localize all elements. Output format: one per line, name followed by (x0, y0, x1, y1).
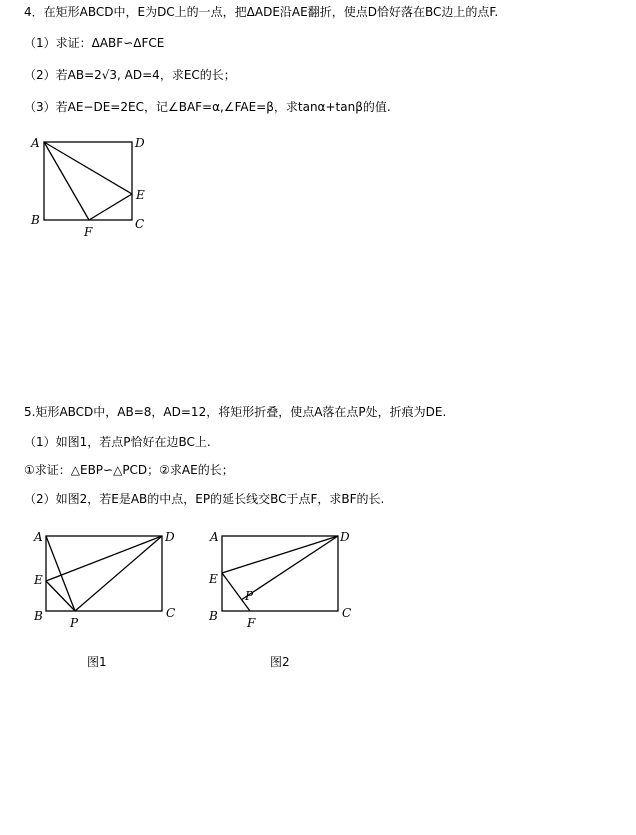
p5-part1: （1）如图1，若点P恰好在边BC上. (24, 435, 211, 449)
p5-fig1-label-B: B (34, 609, 43, 623)
p5-fig1-label-E: E (34, 573, 43, 587)
p4-statement: 4．在矩形ABCD中，E为DC上的一点，把ΔADE沿AE翻折，使点D恰好落在BC边上的点F. (24, 5, 499, 19)
p5-part1-subquestions: ①求证：△EBP∽△PCD；②求AE的长； (24, 463, 234, 477)
p5-fig1-segment-AP (46, 536, 75, 611)
p5-fig1-segment-PD (75, 536, 162, 611)
p5-fig2-label-E: E (209, 572, 218, 586)
p4-segment-FE (89, 194, 132, 220)
p4-rectangle (44, 142, 132, 220)
p5-fig2-label-B: B (209, 609, 218, 623)
p4-part3: （3）若AE−DE=2EC，记∠BAF=α,∠FAE=β，求tanα+tanβ的值. (24, 100, 391, 114)
p4-label-F: F (84, 225, 93, 239)
p4-label-D: D (135, 136, 145, 150)
p4-label-B: B (31, 213, 40, 227)
p5-fig1-label-P: P (70, 616, 79, 630)
p5-fig1-label-C: C (166, 606, 176, 620)
p5-part2: （2）如图2，若E是AB的中点，EP的延长线交BC于点F，求BF的长. (24, 492, 385, 506)
p5-fig2-caption: 图2 (270, 655, 290, 669)
p5-fig2-label-P: P (245, 589, 254, 603)
p4-segment-AE (44, 142, 132, 194)
p4-label-E: E (136, 188, 145, 202)
p4-part1: （1）求证：ΔABF∽ΔFCE (24, 36, 165, 50)
p5-fig1-label-A: A (34, 530, 43, 544)
p5-fig2-label-A: A (210, 530, 219, 544)
p5-fig1-label-D: D (165, 530, 175, 544)
p5-fig1-caption: 图1 (87, 655, 107, 669)
p5-fig1-crease-DE (46, 536, 162, 581)
p5-fig2-label-D: D (340, 530, 350, 544)
p4-label-A: A (31, 136, 40, 150)
p5-fig2-label-C: C (342, 606, 352, 620)
p5-fig2-segment-PD (241, 536, 338, 600)
p5-fig2-label-F: F (247, 616, 256, 630)
p5-fig1-segment-EP (46, 581, 75, 611)
p4-segment-AF (44, 142, 89, 220)
p4-label-C: C (135, 217, 145, 231)
p5-fig2-crease-DE (222, 536, 338, 573)
p4-part2: （2）若AB=2√3, AD=4，求EC的长； (24, 68, 236, 82)
p5-statement: 5.矩形ABCD中，AB=8，AD=12，将矩形折叠，使点A落在点P处，折痕为DE. (24, 405, 447, 419)
